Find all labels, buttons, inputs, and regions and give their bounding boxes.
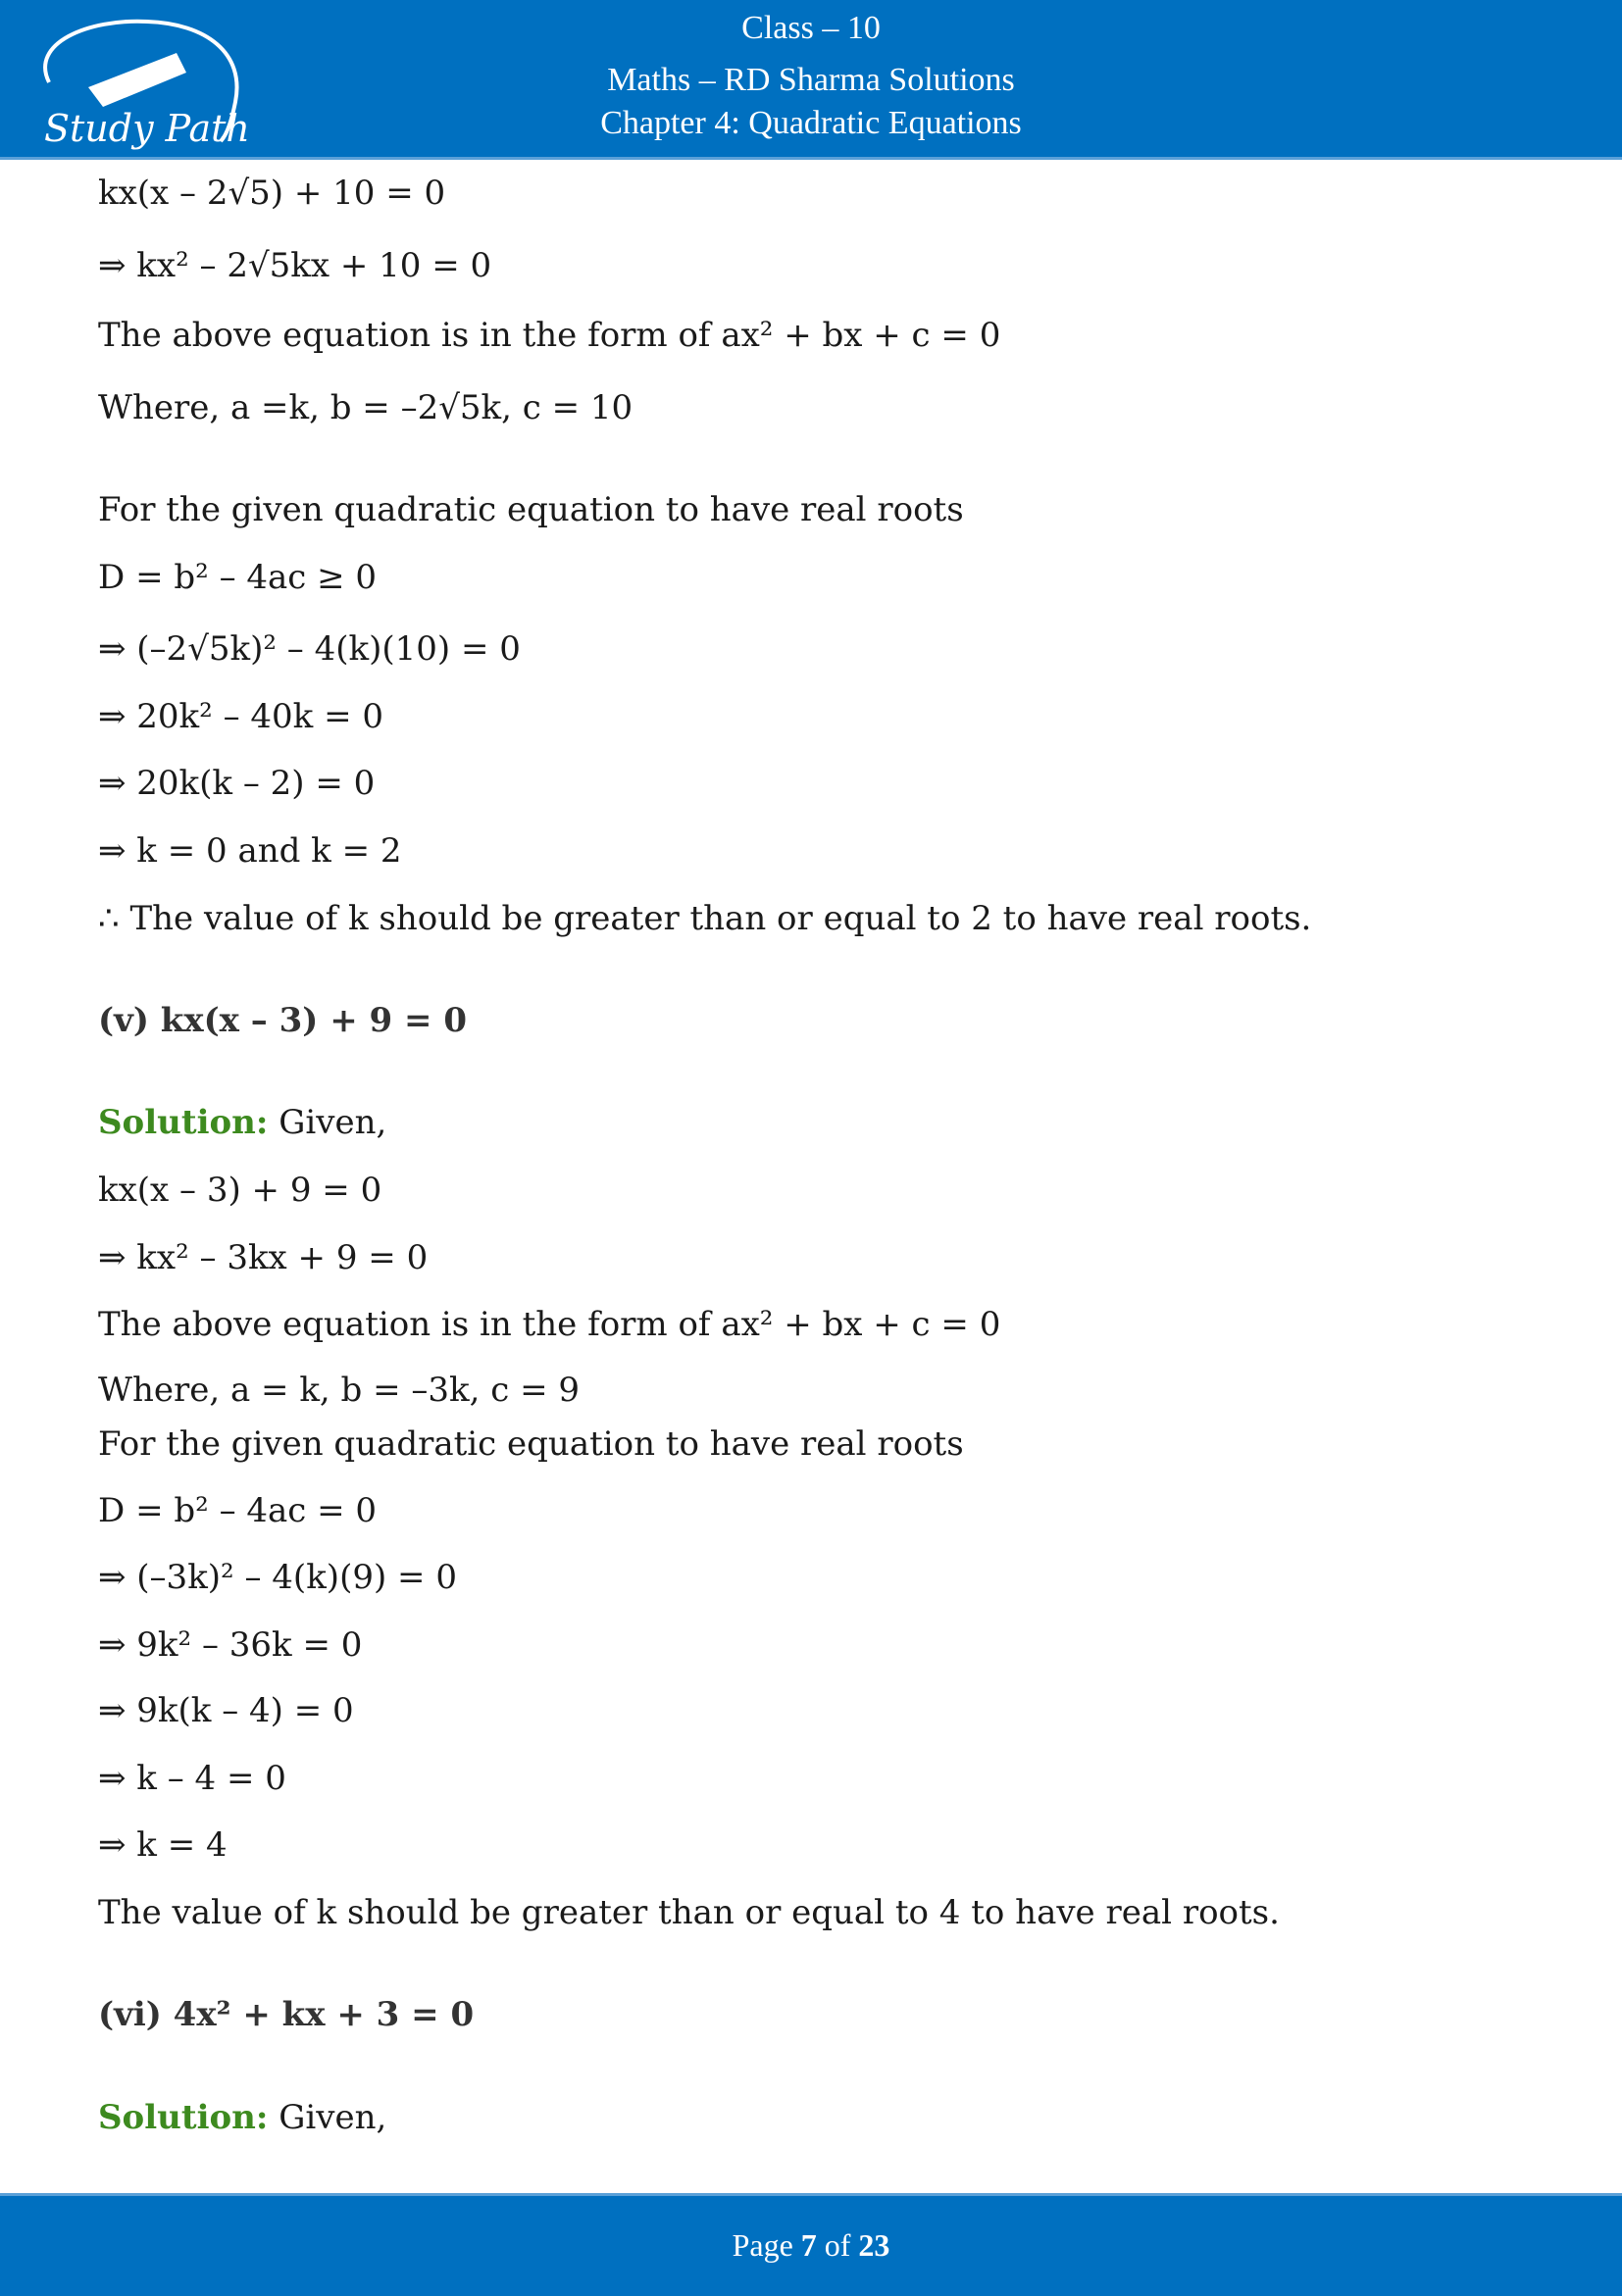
equation-line: ⇒ k – 4 = 0: [98, 1759, 286, 1798]
equation-line: kx(x – 3) + 9 = 0: [98, 1171, 382, 1210]
text-line: The above equation is in the form of ax² + bx + c = 0: [98, 1305, 1001, 1344]
question-heading: (v) kx(x – 3) + 9 = 0: [98, 1001, 468, 1040]
equation-line: ⇒ (–3k)² – 4(k)(9) = 0: [98, 1558, 457, 1597]
total-pages: 23: [858, 2227, 890, 2263]
chapter-title: Chapter 4: Quadratic Equations: [600, 105, 1022, 141]
page-header: [0, 0, 1622, 160]
equation-line: ⇒ k = 4: [98, 1825, 228, 1865]
text-line: Where, a = k, b = –3k, c = 9: [98, 1371, 581, 1410]
solution-text: Given,: [279, 2098, 387, 2137]
equation-line: ⇒ 20k(k – 2) = 0: [98, 764, 376, 803]
solution-line: [98, 2098, 386, 2137]
page-of: of: [824, 2227, 851, 2263]
page-number: [0, 2227, 1622, 2264]
page-footer: [0, 2193, 1622, 2296]
conclusion-line: The value of k should be greater than or equal to 4 to have real roots.: [98, 1893, 1280, 1932]
solution-label: Solution:: [98, 2098, 269, 2137]
current-page: 7: [800, 2227, 817, 2263]
solution-label: Solution:: [98, 1103, 269, 1142]
study-path-logo: [29, 14, 255, 151]
equation-line: ⇒ k = 0 and k = 2: [98, 831, 402, 871]
conclusion-line: ∴ The value of k should be greater than or equal to 2 to have real roots.: [98, 899, 1312, 938]
equation-line: D = b² – 4ac ≥ 0: [98, 558, 378, 597]
text-line: The above equation is in the form of ax² + bx + c = 0: [98, 316, 1001, 355]
equation-line: ⇒ kx² – 3kx + 9 = 0: [98, 1238, 429, 1277]
page-prefix: Page: [732, 2227, 793, 2263]
text-line: Where, a =k, b = –2√5k, c = 10: [98, 388, 634, 427]
text-line: For the given quadratic equation to have real roots: [98, 490, 964, 529]
equation-line: D = b² – 4ac = 0: [98, 1491, 378, 1530]
equation-line: ⇒ (–2√5k)² – 4(k)(10) = 0: [98, 629, 521, 669]
equation-line: ⇒ 9k(k – 4) = 0: [98, 1691, 354, 1730]
class-title: Class – 10: [741, 10, 881, 46]
equation-line: ⇒ 20k² – 40k = 0: [98, 697, 384, 736]
question-heading: (vi) 4x² + kx + 3 = 0: [98, 1995, 475, 2034]
equation-line: ⇒ 9k² – 36k = 0: [98, 1625, 363, 1665]
solution-text: Given,: [279, 1103, 387, 1142]
solution-line: [98, 1103, 386, 1142]
equation-line: kx(x – 2√5) + 10 = 0: [98, 174, 446, 213]
text-line: For the given quadratic equation to have real roots: [98, 1424, 964, 1464]
subject-title: Maths – RD Sharma Solutions: [607, 62, 1015, 98]
equation-line: ⇒ kx² – 2√5kx + 10 = 0: [98, 246, 492, 285]
svg-text:Study Path: Study Path: [44, 107, 250, 150]
